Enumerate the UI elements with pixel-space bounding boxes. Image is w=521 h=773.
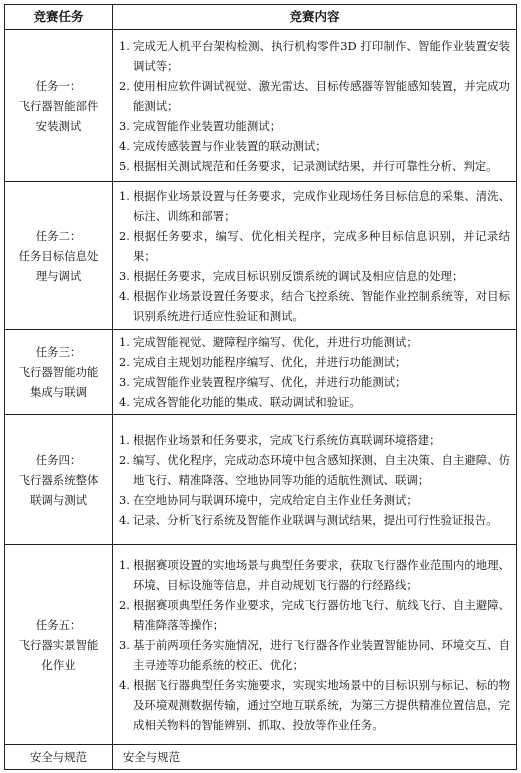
task-label: 任务目标信息处 [18, 248, 99, 263]
task-label: 理与调试 [35, 268, 82, 283]
task-label: 任务三： [35, 345, 82, 359]
list-item: 4. 根据作业场景设置任务要求，结合飞控系统、智能作业控制系统等，对目标识别系统进行适应性验证和测试。 [119, 288, 510, 323]
task-label: 集成与联调 [30, 385, 87, 399]
list-item: 4. 完成传感装置与作业装置的联动测试； [119, 138, 327, 153]
task-label: 飞行器实景智能 [18, 637, 99, 652]
competition-table [4, 4, 517, 770]
task-label: 飞行器智能功能 [18, 365, 99, 379]
task-row [5, 30, 517, 182]
task-cell: 安全与规范 [5, 745, 113, 770]
list-item: 3. 完成智能作业装置程序编写、优化，并进行功能测试； [119, 375, 407, 389]
task-label: 飞行器系统整体 [18, 472, 99, 487]
task-label: 化作业 [41, 657, 76, 672]
content-cell: 安全与规范 [113, 745, 517, 770]
list-item: 1. 根据赛项设置的实地场景与典型任务要求，获取飞行器作业范围内的地理、环境、目标设施等信息，并自动规划飞行器的行经路线； [119, 557, 510, 592]
header-task: 竞赛任务 [5, 5, 113, 30]
content-cell [113, 545, 517, 745]
task-label: 任务二： [35, 228, 82, 243]
list-item: 3. 基于前两项任务实施情况，进行飞行器各作业装置智能协同、环境交互、自主寻迹等功能系统的校正、优化； [119, 637, 510, 672]
task-label: 任务四： [35, 452, 82, 467]
list-item: 1. 完成无人机平台架构检测、执行机构零件3D 打印制作、智能作业装置安装调试等； [119, 38, 510, 73]
list-item: 4. 记录、分析飞行系统及智能作业联调与测试结果，提出可行性验证报告。 [119, 512, 498, 527]
task-cell [5, 415, 113, 545]
header-row [5, 5, 517, 30]
list-item: 2. 完成自主规划功能程序编写、优化，并进行功能测试； [119, 355, 407, 369]
list-item: 1. 完成智能视觉、避障程序编写、优化，并进行功能测试； [119, 335, 418, 349]
list-item: 2. 根据任务要求，编写、优化相关程序，完成多种目标信息识别，并记录结果； [119, 228, 510, 263]
task-cell [5, 330, 113, 415]
task-label: 任务五： [35, 617, 82, 632]
list-item: 2. 根据赛项典型任务作业要求，完成飞行器仿地飞行、航线飞行、自主避障、精准降落等操作； [119, 597, 510, 632]
header-content: 竞赛内容 [113, 5, 517, 30]
task-row [5, 545, 517, 745]
task-cell [5, 545, 113, 745]
task-label: 联调与测试 [30, 492, 87, 507]
task-row [5, 182, 517, 330]
list-item: 1. 根据作业场景和任务要求，完成飞行系统仿真联调环境搭建； [119, 432, 441, 447]
list-item: 2. 编写、优化程序，完成动态环境中包含感知探测、自主决策、自主避障、仿地飞行、精准降落、空地协同等功能的适航性测试、联调； [119, 452, 510, 487]
task-label: 任务一： [35, 78, 82, 93]
content-cell [113, 415, 517, 545]
content-cell [113, 330, 517, 415]
task-cell [5, 30, 113, 182]
list-item: 3. 在空地协同与联调环境中，完成给定自主作业任务测试； [119, 492, 418, 507]
content-cell [113, 30, 517, 182]
list-item: 3. 根据任务要求，完成目标识别反馈系统的调试及相应信息的处理； [119, 268, 464, 283]
safety-row [5, 745, 517, 770]
task-label: 飞行器智能部件 [18, 98, 99, 113]
task-row [5, 330, 517, 415]
task-row [5, 415, 517, 545]
list-item: 4. 根据飞行器典型任务实施要求，实现实地场景中的目标识别与标记、标的物及环境观测数据传输，通过空地互联系统，为第三方提供精准位置信息，完成相关物料的智能辨别、抓取、投放等作业任务。 [119, 677, 510, 732]
task-label: 安装测试 [35, 118, 82, 133]
list-item: 1. 根据作业场景设置与任务要求，完成作业现场任务目标信息的采集、清洗、标注、训练和部署； [119, 188, 510, 223]
list-item: 3. 完成智能作业装置功能测试； [119, 118, 282, 133]
content-cell [113, 182, 517, 330]
task-cell [5, 182, 113, 330]
list-item: 5. 根据相关测试规范和任务要求，记录测试结果，并行可靠性分析、判定。 [119, 158, 498, 173]
list-item: 2. 使用相应软件调试视觉、激光雷达、目标传感器等智能感知装置，并完成功能测试； [119, 78, 510, 113]
list-item: 4. 完成各智能化功能的集成、联动调试和验证。 [119, 395, 361, 409]
